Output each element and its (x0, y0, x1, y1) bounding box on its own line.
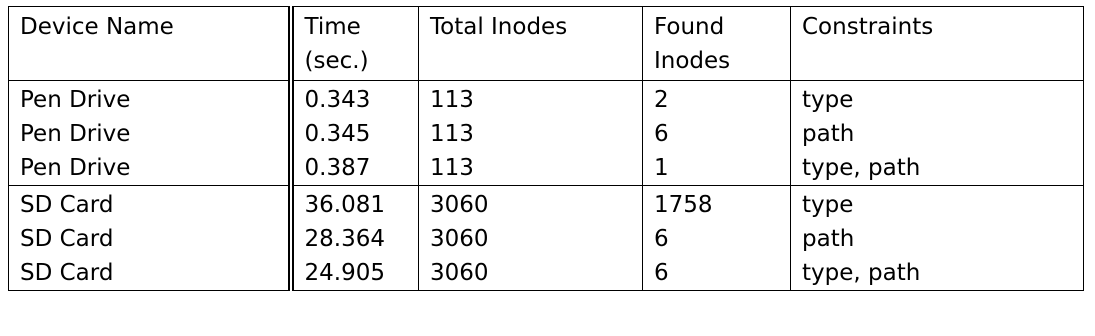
cell-found-inodes: 6 (643, 222, 791, 256)
cell-total-inodes: 3060 (419, 186, 643, 223)
cell-constraints: path (791, 222, 1084, 256)
table-row (9, 117, 1084, 151)
table-row (9, 151, 1084, 186)
header-found-inodes (643, 7, 791, 81)
header-time-line1: Time (304, 14, 361, 40)
table-row (9, 186, 1084, 223)
cell-found-inodes: 1 (643, 151, 791, 186)
header-found-line2: Inodes (654, 48, 731, 74)
cell-time: 0.343 (291, 81, 419, 118)
results-table (8, 6, 1084, 291)
cell-constraints: type, path (791, 151, 1084, 186)
cell-total-inodes: 113 (419, 81, 643, 118)
cell-device: SD Card (9, 256, 291, 291)
header-device-name: Device Name (9, 7, 291, 81)
header-time-line2: (sec.) (304, 48, 369, 74)
table-header-row (9, 7, 1084, 81)
cell-device: SD Card (9, 222, 291, 256)
cell-total-inodes: 113 (419, 117, 643, 151)
cell-total-inodes: 3060 (419, 222, 643, 256)
cell-time: 36.081 (291, 186, 419, 223)
cell-constraints: path (791, 117, 1084, 151)
cell-time: 0.387 (291, 151, 419, 186)
cell-device: Pen Drive (9, 117, 291, 151)
cell-device: SD Card (9, 186, 291, 223)
cell-found-inodes: 6 (643, 117, 791, 151)
cell-time: 0.345 (291, 117, 419, 151)
cell-device: Pen Drive (9, 151, 291, 186)
cell-found-inodes: 6 (643, 256, 791, 291)
table-row (9, 256, 1084, 291)
header-time (291, 7, 419, 81)
table-row (9, 81, 1084, 118)
cell-found-inodes: 1758 (643, 186, 791, 223)
cell-time: 24.905 (291, 256, 419, 291)
cell-time: 28.364 (291, 222, 419, 256)
cell-total-inodes: 113 (419, 151, 643, 186)
cell-constraints: type (791, 186, 1084, 223)
cell-found-inodes: 2 (643, 81, 791, 118)
header-total-inodes: Total Inodes (419, 7, 643, 81)
header-constraints: Constraints (791, 7, 1084, 81)
cell-total-inodes: 3060 (419, 256, 643, 291)
table-row (9, 222, 1084, 256)
cell-device: Pen Drive (9, 81, 291, 118)
cell-constraints: type, path (791, 256, 1084, 291)
cell-constraints: type (791, 81, 1084, 118)
header-found-line1: Found (654, 14, 725, 40)
